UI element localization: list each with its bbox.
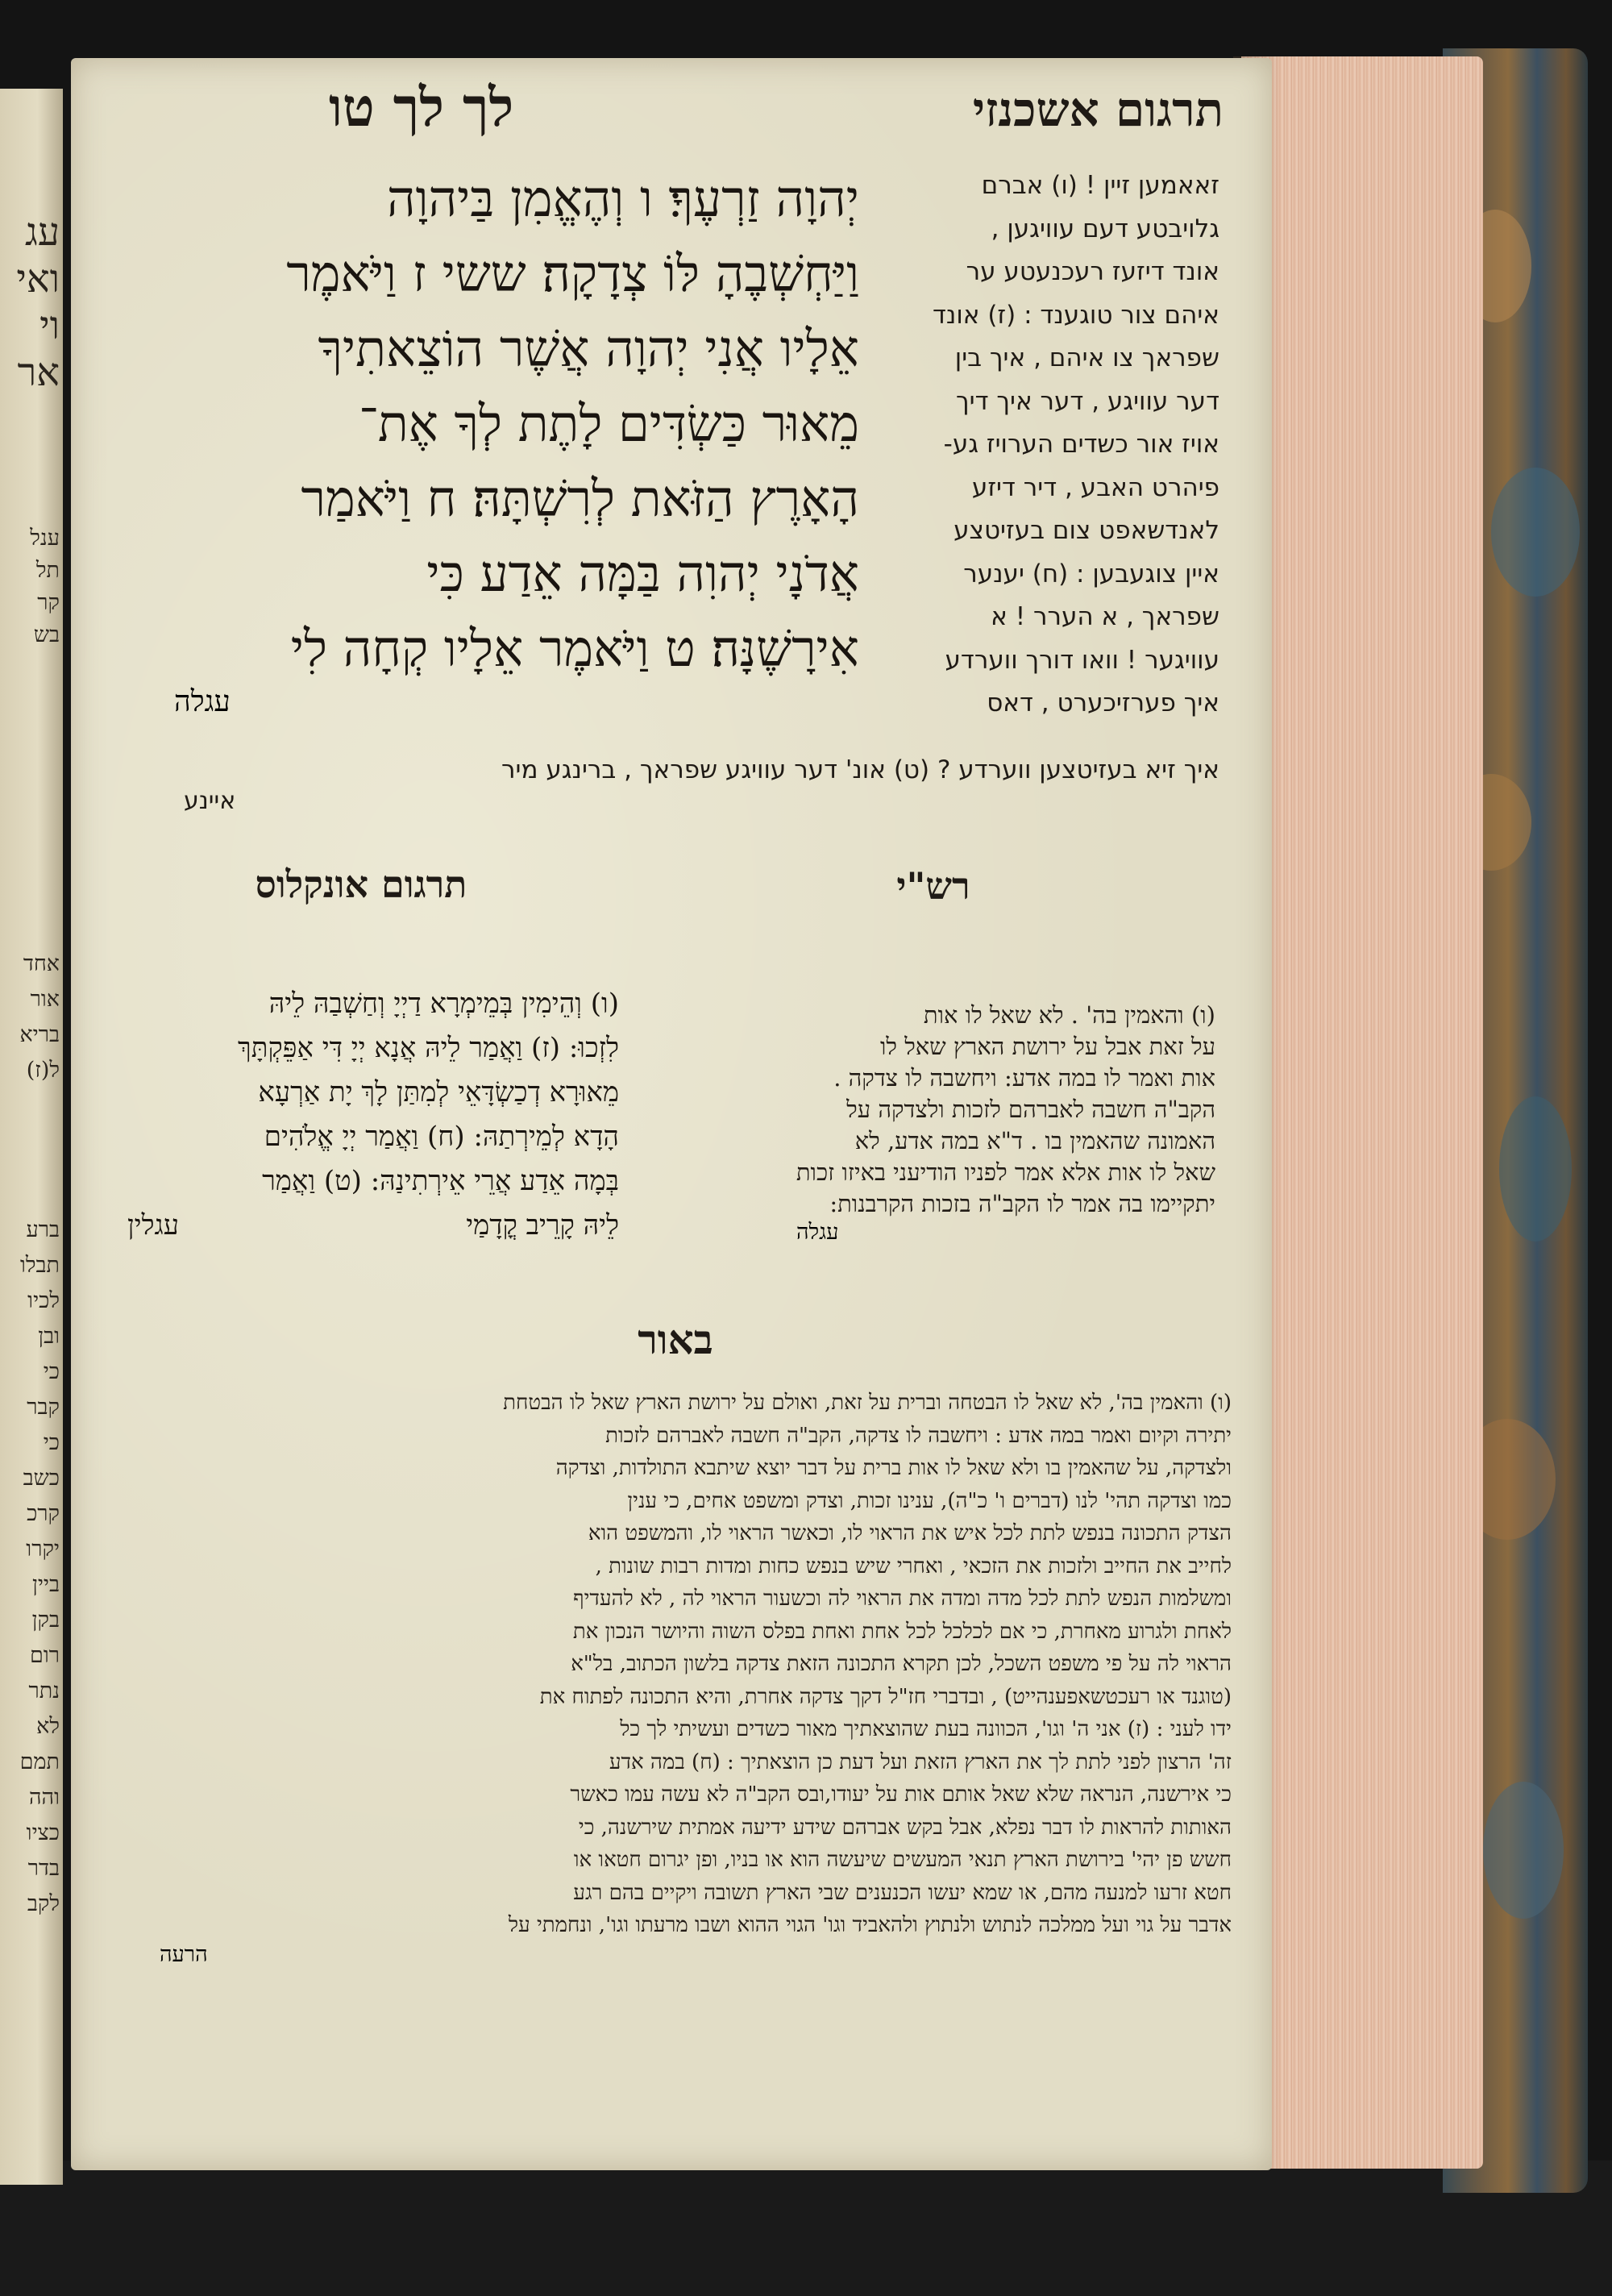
facing-page-fragment-line: בש xyxy=(33,622,60,647)
biur-line: אדבר על גוי ועל ממלכה לנתוש ולנתוץ ולהאביד וגו' הגוי ההוא ושבו מרעתו וגו', ונחמתי על xyxy=(508,1913,1232,1937)
biur-line: ומשלמות הנפש לתת לכל מדה ומדה את הראוי לה וכשעור הראוי לה , לא להעדיף xyxy=(573,1587,1232,1611)
translation-line: זאאמען זיין ! (ו) אברם xyxy=(981,171,1219,200)
biur-line: זה' הרצון לפני לתת לך את הארץ הזאת ועל דעת כן הוצאתיך : (ח) במה אדע xyxy=(609,1749,1232,1774)
facing-page-fragment-line: ל(ז) xyxy=(26,1058,60,1083)
translation-line: גלויבטע דעם עוויגען , xyxy=(991,214,1219,243)
biur-line: לחייב את החייב ולזכות את הזכאי , ואחרי שיש בנפש כחות ומדות רבות שונות , xyxy=(595,1554,1232,1578)
rashi-line: (ו) והאמין בה' . לא שאל לו אות xyxy=(923,1001,1215,1029)
onkelos-targum xyxy=(95,982,619,1248)
onkelos-line: בְּמָה אֵדַע אֲרֵי אֵירְתִינַהּ: (ט) וַאֲמַר xyxy=(262,1165,619,1197)
facing-page-fragment-line: ענל xyxy=(30,526,60,551)
onkelos-line: לִזְכוּ: (ז) וַאֲמַר לֵיהּ אֲנָא יְיָ דִּי אַפֵּקְתָּךְ xyxy=(238,1032,619,1064)
facing-page-fragment-line: נתר xyxy=(28,1678,60,1703)
rashi-commentary xyxy=(635,1000,1215,1246)
verse-line: מֵאוּר כַּשְׂדִּים לָתֶת לְךָ אֶת־ xyxy=(359,394,859,453)
biur-line: הראוי לה על פי משפט השכל, לכן תקרא התכונה הזאת צדקה בלשון הכתוב, בל"א xyxy=(571,1652,1232,1676)
biur-catchword: הרעה xyxy=(160,1941,208,1967)
translation-full-width-line: איך זיא בעזיטצען ווערדע ? (ט) אונ' דער עוויגע שפראך , ברינגע מיר xyxy=(501,755,1219,784)
header-right-title: תרגום אשכנזי xyxy=(972,82,1224,137)
facing-page-fragment-line: לקב xyxy=(27,1891,60,1916)
rashi-line: האמונה שהאמין בו . ד"א במה אדע, לא xyxy=(854,1127,1215,1154)
onkelos-line: (ו) וְהֵימִין בְּמֵימְרָא דַיְיָ וְחַשְׁבַהּ לֵיהּ xyxy=(268,988,619,1020)
biur-heading: באור xyxy=(638,1316,713,1363)
verse-line: אֵלָיו אֲנִי יְהוָה אֲשֶׁר הוֹצֵאתִיךָ xyxy=(318,319,859,378)
facing-page-fragment-line: בקן xyxy=(31,1608,60,1633)
header-left-title: לך לך טו xyxy=(329,76,514,139)
biur-line: הצדק התכונה בנפש לתת לכל איש את הראוי לו, וכאשר הראוי לו, והמשפט הוא xyxy=(588,1521,1232,1545)
facing-page-fragment-line: תל xyxy=(35,558,60,583)
facing-page-fragment-line: בריא xyxy=(19,1022,60,1047)
biur-line: חשש פן יהי' בירושת הארץ תנאי המעשים שיעשה הוא או בניו, ופן יגרום חטאו או xyxy=(573,1848,1232,1872)
facing-page-fragment-line: ואי xyxy=(16,256,60,302)
onkelos-last-line xyxy=(95,1204,619,1248)
facing-page-fragment-line: כי xyxy=(43,1359,60,1384)
onkelos-catchword: עגלין xyxy=(127,1209,179,1242)
biur-line: (ו) והאמין בה', לא שאל לו הבטחה וברית על זאת, ואולם על ירושת הארץ שאל לו הבטחת xyxy=(503,1391,1232,1415)
biur-line: כי אירשנה, הנראה שלא שאל אותם אות על יעודו,ובס הקב"ה לא עשה עמו כאשר xyxy=(570,1782,1232,1807)
biur-line: ולצדקה, על שהאמין בו ולא שאל לו אות ברית על דבר יוצא שיתבא התולדות, וצדקה xyxy=(555,1456,1232,1480)
translation-line: איהם צור טוגענד : (ז) אונד xyxy=(932,300,1219,330)
onkelos-line: לֵיהּ קָרֵיב קֳדָמַי xyxy=(466,1209,619,1242)
rashi-line: שאל לו אות אלא אמר לפניו הודיעני באיזו זכות xyxy=(796,1158,1215,1186)
verse-catchword: עגלה xyxy=(174,685,231,718)
rashi-line: על זאת אבל על ירושת הארץ שאל לו xyxy=(879,1033,1215,1060)
facing-page-fragment-line: אר xyxy=(17,350,60,395)
facing-page-fragment-line: והה xyxy=(29,1785,60,1810)
facing-page-fragment-line: קר xyxy=(37,590,60,615)
facing-page-fragment-line: אחד xyxy=(23,951,60,976)
rashi-heading: רש"י xyxy=(896,864,970,908)
rashi-line: אות ואמר לו במה אדע: ויחשבה לו צדקה . xyxy=(833,1064,1215,1092)
translation-line: אונד דיזעז רעכנעטע ער xyxy=(966,257,1219,286)
biur-line: (טוגנד או רעכטשאפענהייט) , ובדברי חז"ל דקך צדקה אחרת, והיא התכונה לפתוח את xyxy=(539,1684,1232,1709)
translation-line: דער עוויגע , דער איך דיך xyxy=(956,386,1219,416)
translation-line: איך פערזיכערט , דאס xyxy=(987,688,1219,718)
biur-line: חטא זרעו למנעה מהם, או שמא יעשו הכנענים שבי הארץ תשובה ויקיים בהם רגע xyxy=(573,1880,1232,1905)
translation-line: שפראך צו איהם , איך בין xyxy=(954,343,1219,372)
translation-line: אויז אור כשדים הערויז גע- xyxy=(943,430,1219,459)
verse-line: יְהוָה זַרְעֶךָ׃ ו וְהֶאֱמִן בַּיהוָה xyxy=(386,169,859,228)
biur-line: יתירה וקיום ואמר במה אדע : ויחשבה לו צדקה, הקב"ה חשבה לאברהם לזכות xyxy=(605,1423,1232,1448)
facing-page-fragment-line: לא xyxy=(36,1714,60,1739)
facing-page-fragment-line: כי xyxy=(43,1430,60,1455)
verse-line: הָאָרֶץ הַזֹּאת לְרִשְׁתָּהּ׃ ח וַיֹּאמַר xyxy=(301,469,859,528)
facing-page-fragment-line: וי xyxy=(39,303,60,348)
facing-page-fragment-line: בדר xyxy=(27,1856,60,1881)
facing-page-fragment-line: ביין xyxy=(31,1572,60,1597)
facing-page-fragment-line: ברע xyxy=(26,1217,60,1242)
facing-page-fragment-line: ובן xyxy=(38,1324,60,1349)
facing-page-fragment-line: לכיו xyxy=(27,1288,60,1313)
translation-line: פיהרט האבע , דיר דיזע xyxy=(971,472,1219,502)
rashi-line: הקב"ה חשבה לאברהם לזכות ולצדקה על xyxy=(846,1096,1215,1123)
facing-page-fragment-line: כשב xyxy=(23,1466,60,1491)
book-page xyxy=(71,58,1272,2170)
facing-page-fragment-line: כציו xyxy=(26,1820,60,1845)
facing-page-fragment xyxy=(0,89,63,2185)
translation-line: שפראך , א הערר ! א xyxy=(991,602,1219,631)
rashi-catchword: עגלה xyxy=(796,1220,839,1245)
biur-line: האותות להראות לו דבר נפלא, אבל בקש אברהם שידע ידיעה אמתית שירשנה, כי xyxy=(578,1815,1232,1840)
translation-line: עוויגער ! וואו דורך ווערדע xyxy=(945,645,1219,675)
verse-line: וַיַּחְשְׁבֶהָ לּוֹ צְדָקָה׃ ששי ז וַיֹּאמֶר xyxy=(286,244,859,303)
hebrew-verse-column xyxy=(85,161,859,806)
book-cover-shadow xyxy=(0,2161,1612,2296)
onkelos-heading: תרגום אונקלוס xyxy=(255,863,467,906)
onkelos-line: מֵאוּרָא דְכַשְׂדָּאֵי לְמִתַּן לָךְ יָת אַרְעָא xyxy=(258,1076,619,1108)
facing-page-fragment-line: עג xyxy=(24,210,60,255)
biur-commentary xyxy=(103,1387,1232,1968)
facing-page-fragment-line: אור xyxy=(30,987,60,1012)
verse-line: אִירָשֶׁנָּה׃ ט וַיֹּאמֶר אֵלָיו קְחָה לִי xyxy=(290,619,859,678)
translation-line: לאנדשאפט צום בעזיטצע xyxy=(953,516,1219,545)
facing-page-fragment-line: קרכ xyxy=(27,1501,60,1526)
rashi-line: יתקיימו בה אמר לו הקב"ה בזכות הקרבנות: xyxy=(829,1190,1215,1217)
translation-line: איין צוגעבען : (ח) יענער xyxy=(963,559,1219,589)
facing-page-fragment-line: קבר xyxy=(27,1395,60,1420)
yiddish-translation-column xyxy=(877,164,1219,726)
facing-page-fragment-line: יקרו xyxy=(26,1537,60,1562)
onkelos-line: הָדָא לְמֵירְתַהּ: (ח) וַאֲמַר יְיָ אֱלֹהִים xyxy=(264,1121,619,1153)
translation-catchword: איינע xyxy=(184,787,236,815)
biur-line: ידו לעני : (ז) אני ה' וגו', הכוונה בעת שהוצאתיך מאור כשדים ועשיתי לך כל xyxy=(620,1717,1232,1741)
biur-line: לאחת ולגרוע מאחרת, כי אם לכלכל לכל אחת ואחת בפלס השוה והיושר הנכון את xyxy=(572,1619,1232,1644)
biur-line: כמו וצדקה תהי' לנו (דברים ו' כ"ה), ענינו זכות, וצדק ומשפט אחים, כי ענין xyxy=(627,1488,1232,1513)
facing-page-fragment-line: תמם xyxy=(19,1749,60,1774)
verse-line: אֲדֹנָי יְהוִה בַּמָּה אֵדַע כִּי xyxy=(426,544,859,603)
facing-page-fragment-line: תבלו xyxy=(19,1253,60,1278)
facing-page-fragment-line: רום xyxy=(29,1643,60,1668)
